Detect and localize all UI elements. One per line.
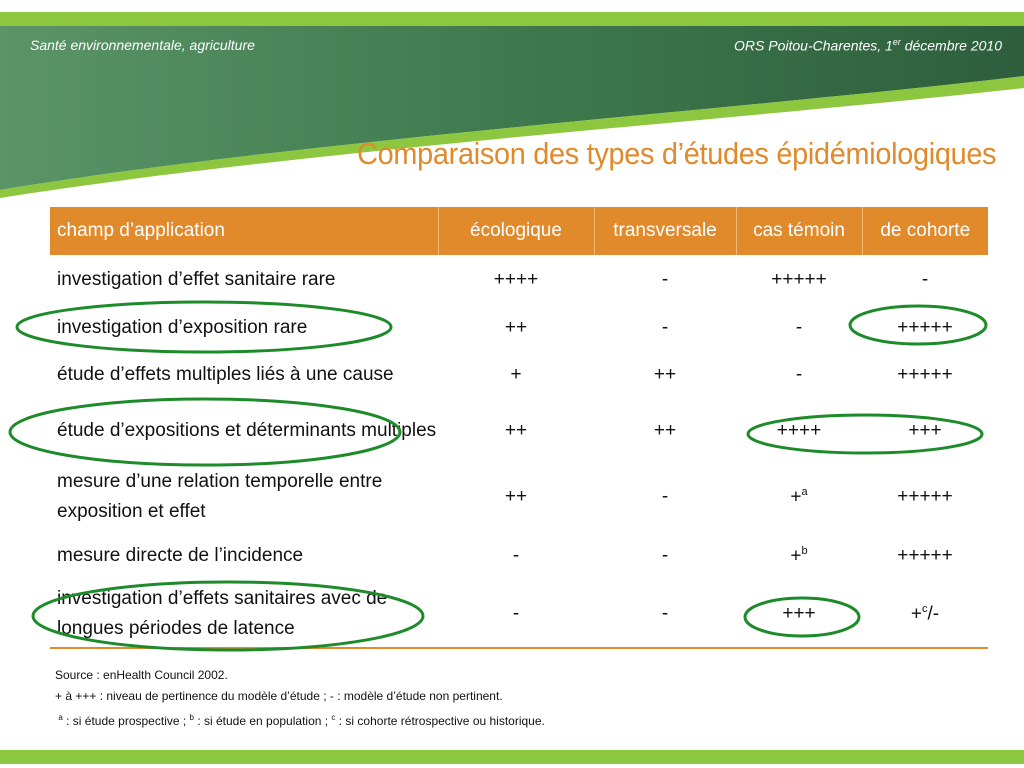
cell-cas-temoin: +$^b$ xyxy=(790,544,808,567)
cell-cas-temoin: +$^a$ xyxy=(790,485,808,508)
table-header-row xyxy=(50,207,988,255)
slide-title: Comparaison des types d’études épidémiologiques xyxy=(356,136,996,171)
header-transversale: transversale xyxy=(594,207,736,255)
table-row xyxy=(50,531,988,581)
table-row xyxy=(50,581,988,648)
row-label: mesure directe de l’incidence xyxy=(57,545,304,566)
abbreviation-note: $^a$ : si étude prospective ; $^b$ : si étude en population ; $^c$ : si cohorte rétrospective ou historique. xyxy=(58,713,545,728)
row-label: investigation d’effets sanitaires avec de longues périodes de latence xyxy=(50,581,438,648)
table-row xyxy=(50,255,988,304)
bottom-band xyxy=(0,740,1024,768)
cell-transversale: - xyxy=(661,268,669,290)
cell-ecologique: ++ xyxy=(504,486,528,507)
cell-cohorte: +++++ xyxy=(897,486,953,507)
cell-ecologique: - xyxy=(438,581,594,648)
row-label: étude d’effets multiples liés à une cause xyxy=(57,364,394,385)
cell-transversale: - xyxy=(661,316,669,338)
cell-cas-temoin: +++++ xyxy=(771,268,827,290)
row-label: étude d’expositions et déterminants multiples xyxy=(57,420,437,441)
comparison-table xyxy=(50,207,988,649)
cell-cohorte: +$^c$/- xyxy=(862,581,988,648)
table-row xyxy=(50,463,988,531)
cell-cohorte: - xyxy=(921,268,929,290)
header-left-text: Santé environnementale, agriculture xyxy=(30,37,255,53)
cell-cohorte: +++ xyxy=(908,420,942,441)
cell-ecologique: ++++ xyxy=(493,268,539,290)
row-label: investigation d’exposition rare xyxy=(57,316,308,338)
footnote-marker: b xyxy=(801,544,808,557)
cell-transversale: ++ xyxy=(653,364,677,385)
cell-transversale: - xyxy=(594,581,736,648)
header-ecologique: écologique xyxy=(438,207,594,255)
cell-cas-temoin: +++ xyxy=(736,581,862,648)
cell-transversale: - xyxy=(661,486,669,507)
table-row xyxy=(50,304,988,351)
cell-cas-temoin: ++++ xyxy=(776,420,822,441)
cell-cas-temoin: - xyxy=(795,364,803,385)
header-cas-temoin: cas témoin xyxy=(736,207,862,255)
header-cohorte: de cohorte xyxy=(862,207,988,255)
footnotes xyxy=(55,665,545,732)
footnote-marker: a xyxy=(801,485,808,498)
legend-note: + à +++ : niveau de pertinence du modèle d’étude ; - : modèle d’étude non pertinent. xyxy=(55,689,503,703)
cell-ecologique: ++ xyxy=(504,420,528,441)
table-row xyxy=(50,399,988,463)
cell-cohorte: +++++ xyxy=(897,545,953,566)
header-right-text: ORS Poitou-Charentes, 1er décembre 2010 xyxy=(734,37,1002,54)
cell-cohorte: +++++ xyxy=(897,364,953,385)
header-champ: champ d’application xyxy=(50,207,438,255)
cell-cohorte: +++++ xyxy=(897,316,953,338)
footnote-marker: c xyxy=(922,602,928,615)
cell-cas-temoin: - xyxy=(795,316,803,338)
cell-ecologique: + xyxy=(510,364,522,385)
source-note: Source : enHealth Council 2002. xyxy=(55,668,228,682)
cell-transversale: ++ xyxy=(653,420,677,441)
row-label: investigation d’effet sanitaire rare xyxy=(57,268,336,290)
cell-transversale: - xyxy=(661,545,669,566)
table-row xyxy=(50,351,988,399)
cell-ecologique: ++ xyxy=(504,316,528,338)
row-label: mesure d’une relation temporelle entre exposition et effet xyxy=(57,471,383,522)
cell-ecologique: - xyxy=(512,545,520,566)
